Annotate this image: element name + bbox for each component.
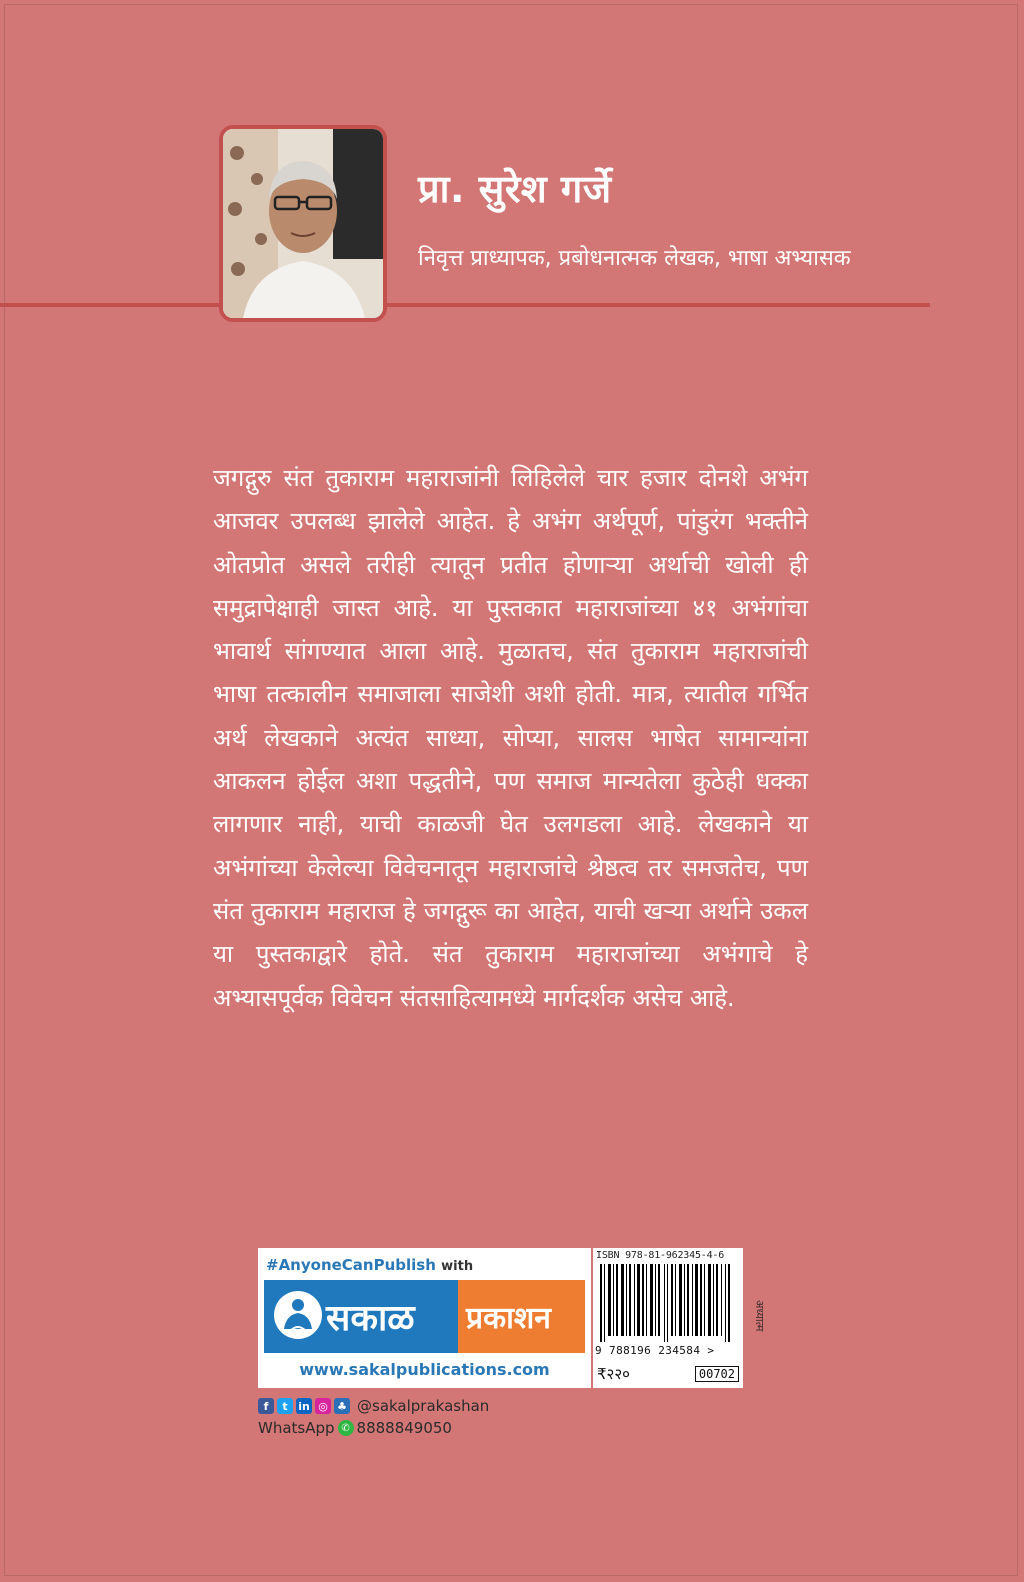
isbn-text: ISBN 978-81-962345-4-6 — [596, 1250, 725, 1261]
logo-word-sakal: सकाळ — [326, 1298, 415, 1339]
author-portrait-image — [223, 129, 383, 318]
tagline-hashtag: #AnyoneCanPublish — [266, 1256, 436, 1274]
logo-word-prakashan: प्रकाशन — [466, 1301, 551, 1336]
author-description: निवृत्त प्राध्यापक, प्रबोधनात्मक लेखक, भाषा अभ्यासक — [418, 246, 851, 271]
publish-tagline — [266, 1256, 473, 1274]
ean-digits: 9 788196 234584 > — [595, 1344, 715, 1357]
sakal-emblem-icon — [272, 1289, 324, 1341]
book-blurb: जगद्गुरु संत तुकाराम महाराजांनी लिहिलेले चार हजार दोनशे अभंग आजवर उपलब्ध झालेले आहेत. हे अभंग अर्थपूर्ण, पांडुरंग भक्तीने ओतप्रोत असले तरीही त्यातून प्रतीत होणाऱ्या अर्थाची खोली ही समुद्रापेक्षाही जास्त आहे. या पुस्तकात महाराजांच्या ४१ अभंगांचा भावार्थ सांगण्यात आला आहे. मुळातच, संत तुकाराम महाराजांची भाषा तत्कालीन समाजाला साजेशी अशी होती. मात्र, त्यातील गर्भित अर्थ लेखकाने अत्यंत साध्या, सोप्या, सालस भाषेत सामान्यांना आकलन होईल अशा पद्धतीने, पण समाज मान्यतेला कुठेही धक्का लागणार नाही, याची काळजी घेत उलगडला आहे. लेखकाने या अभंगांच्या केलेल्या विवेचनातून महाराजांचे श्रेष्ठत्व तर समजतेच, पण संत तुकाराम महाराज हे जगद्गुरू का आहेत, याची खऱ्या अर्थाने उकल या पुस्तकाद्वारे होते. संत तुकाराम महाराजांच्या अभंगाचे हे अभ्यासपूर्वक विवेचन संतसाहित्यामध्ये मार्गदर्शक असेच आहे. — [213, 464, 808, 1012]
linkedin-icon[interactable]: in — [296, 1398, 312, 1414]
barcode-icon — [600, 1264, 736, 1342]
category-label: अध्यात्म — [753, 1300, 766, 1332]
publisher-website: www.sakalpublications.com — [299, 1360, 550, 1379]
social-handle[interactable]: @sakalprakashan — [357, 1397, 490, 1415]
whatsapp-icon[interactable]: ✆ — [338, 1420, 354, 1436]
header-rule — [0, 303, 930, 307]
whatsapp-number[interactable]: 8888849050 — [356, 1419, 452, 1437]
price-label: ₹२२० — [597, 1365, 630, 1383]
koo-icon[interactable]: ♣ — [334, 1398, 350, 1414]
twitter-icon[interactable]: t — [277, 1398, 293, 1414]
tagline-with: with — [441, 1259, 474, 1274]
instagram-icon[interactable]: ◎ — [315, 1398, 331, 1414]
publisher-logo-sakal — [264, 1280, 458, 1353]
publisher-logo-prakashan — [458, 1280, 585, 1353]
social-links — [258, 1396, 489, 1416]
author-photo — [219, 125, 387, 322]
barcode-panel — [593, 1248, 743, 1388]
facebook-icon[interactable]: f — [258, 1398, 274, 1414]
whatsapp-label: WhatsApp — [258, 1419, 335, 1437]
author-name: प्रा. सुरेश गर्जे — [418, 167, 612, 211]
publisher-panel — [258, 1248, 591, 1388]
product-code: 00702 — [695, 1366, 739, 1382]
whatsapp-contact — [258, 1419, 452, 1437]
